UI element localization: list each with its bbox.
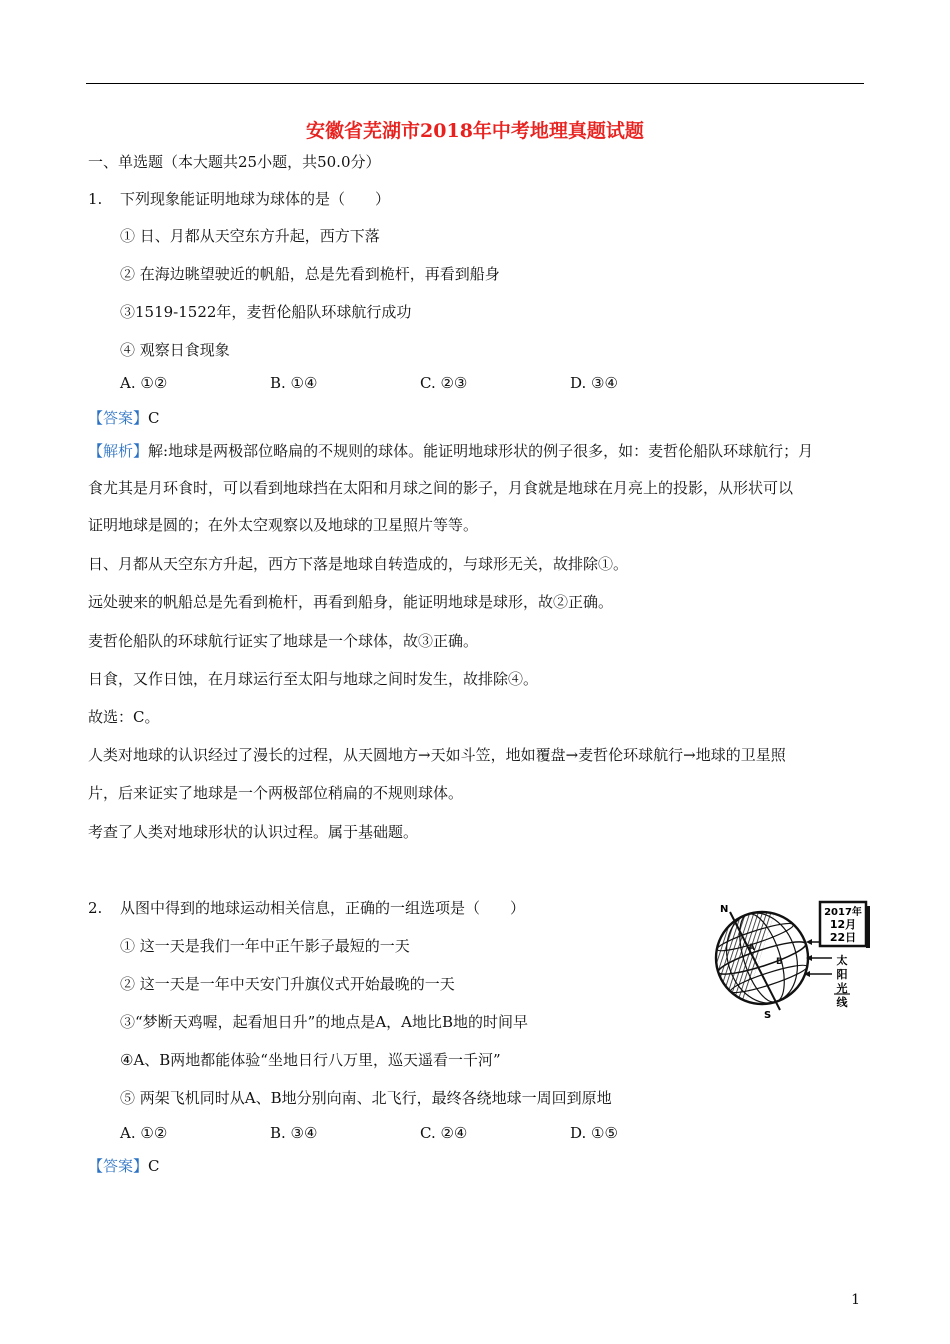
analysis-text: 解:地球是两极部位略扁的不规则的球体。能证明地球形状的例子很多，如：麦哲伦船队环球航行；月 <box>148 442 814 460</box>
q1-analysis-line <box>88 441 813 461</box>
q1-analysis-line: 故选：C。 <box>88 708 160 726</box>
q1-analysis-line: 人类对地球的认识经过了漫长的过程，从天圆地方→天如斗笠，地如覆盘→麦哲伦环球航行→地球的卫星照 <box>88 746 786 764</box>
q2-item: ① 这一天是我们一年中正午影子最短的一天 <box>120 937 410 955</box>
q1-answer <box>88 408 160 428</box>
north-pole-label: N <box>720 904 729 915</box>
q1-option-d: D. ③④ <box>570 374 618 392</box>
answer-value: C <box>148 1157 160 1175</box>
q1-analysis-line: 日食，又作日蚀，在月球运行至太阳与地球之间时发生，故排除④。 <box>88 670 539 688</box>
answer-tag: 【答案】 <box>88 1157 149 1175</box>
calendar-day: 22日 <box>829 931 857 944</box>
calendar-month: 12月 <box>829 918 857 931</box>
calendar-year: 2017年 <box>824 907 862 918</box>
q2-item: ② 这一天是一年中天安门升旗仪式开始最晚的一天 <box>120 975 455 993</box>
q2-option-b: B. ③④ <box>270 1124 318 1142</box>
q1-analysis-line: 麦哲伦船队的环球航行证实了地球是一个球体，故③正确。 <box>88 632 479 650</box>
q2-item: ③“梦断天鸡喔，起看旭日升”的地点是A，A地比B地的时间早 <box>120 1013 529 1031</box>
q1-option-c: C. ②③ <box>420 374 468 392</box>
q2-item: ⑤ 两架飞机同时从A、B地分别向南、北飞行，最终各绕地球一周回到原地 <box>120 1089 612 1107</box>
q1-number: 1. <box>88 190 103 208</box>
analysis-tag: 【解析】 <box>88 442 149 460</box>
earth-illumination-figure <box>700 898 872 1020</box>
q1-analysis-line: 食尤其是月环食时，可以看到地球挡在太阳和月球之间的影子，月食就是地球在月亮上的投影，从形状可以 <box>88 479 794 497</box>
sun-label: 阳 <box>836 968 848 981</box>
q1-item: ① 日、月都从天空东方升起，西方下落 <box>120 227 380 245</box>
answer-value: C <box>148 409 160 427</box>
q2-option-d: D. ①⑤ <box>570 1124 618 1142</box>
south-pole-label: S <box>764 1010 772 1020</box>
q1-item: ③1519-1522年，麦哲伦船队环球航行成功 <box>120 303 412 321</box>
q1-analysis-line: 远处驶来的帆船总是先看到桅杆，再看到船身，能证明地球是球形，故②正确。 <box>88 593 614 611</box>
header-rule <box>86 83 864 84</box>
answer-tag: 【答案】 <box>88 409 149 427</box>
q1-stem: 下列现象能证明地球为球体的是（ ） <box>120 190 391 208</box>
q1-item: ② 在海边眺望驶近的帆船，总是先看到桅杆，再看到船身 <box>120 265 500 283</box>
page-title: 安徽省芜湖市2018年中考地理真题试题 <box>306 120 644 142</box>
sun-label: 太 <box>836 954 848 967</box>
sun-label: 光 <box>836 982 848 995</box>
sun-label: 线 <box>836 996 848 1009</box>
point-a-label: A <box>748 943 755 953</box>
q2-answer <box>88 1156 160 1176</box>
q1-analysis-line: 证明地球是圆的；在外太空观察以及地球的卫星照片等等。 <box>88 516 479 534</box>
q1-item: ④ 观察日食现象 <box>120 341 230 359</box>
page-number: 1 <box>851 1292 860 1308</box>
q1-analysis-line: 考查了人类对地球形状的认识过程。属于基础题。 <box>88 823 419 841</box>
q2-option-a: A. ①② <box>120 1124 168 1142</box>
q2-number: 2. <box>88 899 103 917</box>
q1-option-a: A. ①② <box>120 374 168 392</box>
q2-item: ④A、B两地都能体验“坐地日行八万里，巡天遥看一千河” <box>120 1051 501 1069</box>
q1-analysis-line: 片，后来证实了地球是一个两极部位稍扁的不规则球体。 <box>88 784 464 802</box>
section-heading: 一、单选题（本大题共25小题，共50.0分） <box>88 153 381 171</box>
q2-option-c: C. ②④ <box>420 1124 468 1142</box>
q2-stem: 从图中得到的地球运动相关信息，正确的一组选项是（ ） <box>120 899 526 917</box>
point-b-label: B <box>776 957 783 967</box>
q1-option-b: B. ①④ <box>270 374 318 392</box>
q1-analysis-line: 日、月都从天空东方升起，西方下落是地球自转造成的，与球形无关，故排除①。 <box>88 555 629 573</box>
